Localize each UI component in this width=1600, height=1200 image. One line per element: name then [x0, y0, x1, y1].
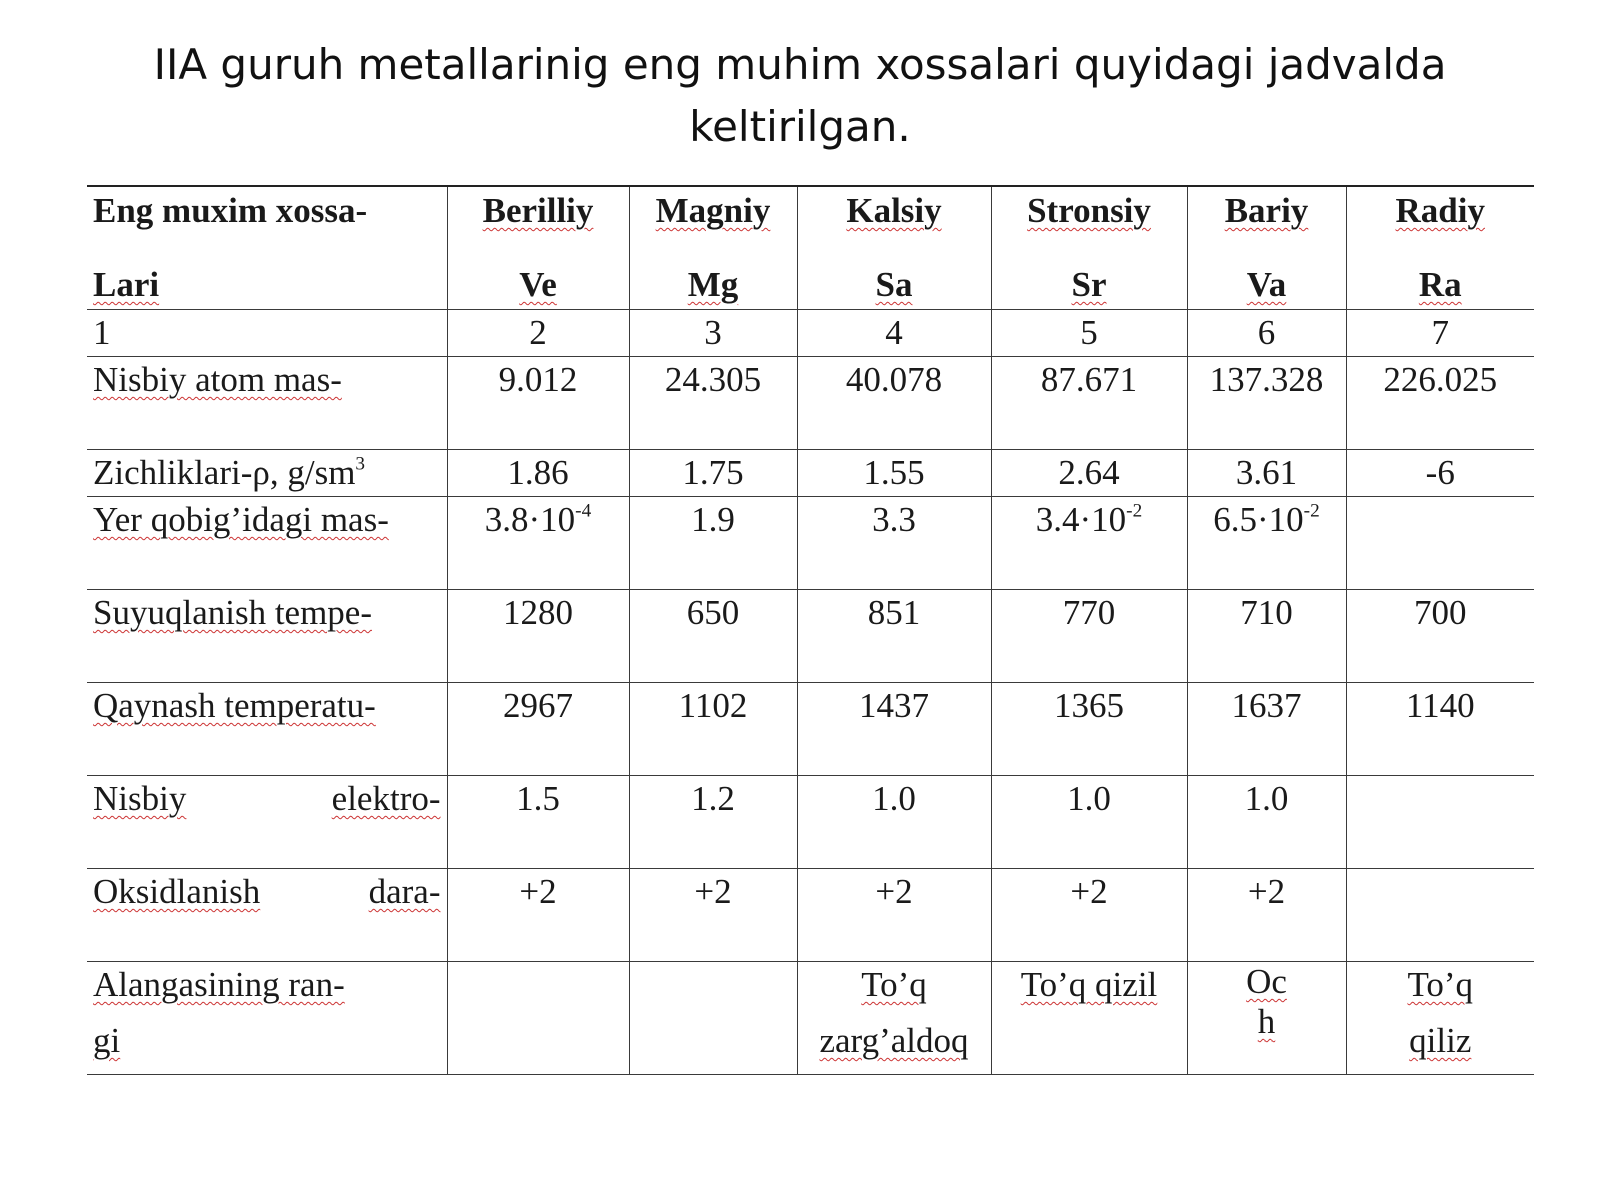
row-flame-color: [87, 962, 1534, 1075]
value-cell: 3.3: [797, 497, 991, 590]
row-label: Qaynash temperatu-: [87, 683, 447, 776]
column-number: 1: [87, 310, 447, 357]
header-row: [87, 186, 1534, 310]
value-cell: 1.0: [1187, 776, 1346, 869]
metal-name: Stronsiy: [1027, 191, 1151, 230]
column-number: 5: [991, 310, 1187, 357]
value-cell: 710: [1187, 590, 1346, 683]
row-electronegativity: [87, 776, 1534, 869]
column-number: 3: [629, 310, 797, 357]
value-cell: To’q qiliz: [1346, 962, 1534, 1075]
column-number: 7: [1346, 310, 1534, 357]
metal-name: Bariy: [1224, 191, 1309, 230]
title-line-1: IIA guruh metallarinig eng muhim xossalari quyidagi jadvalda: [153, 40, 1447, 89]
value-cell: 87.671: [991, 357, 1187, 450]
header-label-line-2: Lari: [93, 265, 160, 304]
value-cell: $3.4\cdot 10^{-2}$: [991, 497, 1187, 590]
value-cell: 1.9: [629, 497, 797, 590]
metal-name: Kalsiy: [846, 191, 942, 230]
header-cell-strontium: [991, 186, 1187, 310]
value-cell: 1.2: [629, 776, 797, 869]
row-label: Zichliklari-ρ, $g/sm^3$: [87, 450, 447, 497]
metal-symbol: Sr: [1071, 265, 1107, 304]
value-cell: +2: [447, 869, 629, 962]
value-cell: 226.025: [1346, 357, 1534, 450]
value-cell: 9.012: [447, 357, 629, 450]
value-cell: +2: [991, 869, 1187, 962]
column-number: 4: [797, 310, 991, 357]
value-cell: [1346, 497, 1534, 590]
header-cell-beryllium: [447, 186, 629, 310]
value-cell: 137.328: [1187, 357, 1346, 450]
value-cell: To’q zarg’aldoq: [797, 962, 991, 1075]
row-label: Oksidlanish dara-: [87, 869, 447, 962]
value-cell: 2967: [447, 683, 629, 776]
properties-table: [87, 185, 1534, 1075]
metal-symbol: Va: [1246, 265, 1287, 304]
value-cell: 1.86: [447, 450, 629, 497]
value-cell: 851: [797, 590, 991, 683]
row-label: Alangasining ran- gi: [87, 962, 447, 1075]
value-cell: $3.8\cdot 10^{-4}$: [447, 497, 629, 590]
row-crust-abundance: [87, 497, 1534, 590]
value-cell: [629, 962, 797, 1075]
metal-symbol: Ve: [519, 265, 557, 304]
header-cell-radium: [1346, 186, 1534, 310]
header-label-line-1: Eng muxim xossa-: [93, 191, 368, 230]
value-cell: 40.078: [797, 357, 991, 450]
value-cell: 1.0: [991, 776, 1187, 869]
value-cell: +2: [797, 869, 991, 962]
row-label: Yer qobig’idagi mas-: [87, 497, 447, 590]
header-cell-barium: [1187, 186, 1346, 310]
value-cell: $6.5\cdot 10^{-2}$: [1187, 497, 1346, 590]
value-cell: 1.5: [447, 776, 629, 869]
value-cell: +2: [1187, 869, 1346, 962]
value-cell: 1637: [1187, 683, 1346, 776]
column-number: 6: [1187, 310, 1346, 357]
row-label: Nisbiy elektro-: [87, 776, 447, 869]
row-melting-point: [87, 590, 1534, 683]
metal-symbol: Mg: [687, 265, 739, 304]
value-cell: 1.0: [797, 776, 991, 869]
value-cell: 650: [629, 590, 797, 683]
row-oxidation-state: [87, 869, 1534, 962]
metal-name: Magniy: [655, 191, 771, 230]
value-cell: 2.64: [991, 450, 1187, 497]
value-cell: [1346, 776, 1534, 869]
label-superscript: 3: [355, 453, 366, 475]
value-cell: [447, 962, 629, 1075]
value-cell: [1346, 869, 1534, 962]
value-cell: 24.305: [629, 357, 797, 450]
column-number: 2: [447, 310, 629, 357]
metal-symbol: Sa: [875, 265, 913, 304]
value-cell: 1437: [797, 683, 991, 776]
metal-symbol: Ra: [1418, 265, 1462, 304]
header-label-cell: [87, 186, 447, 310]
row-boiling-point: [87, 683, 1534, 776]
value-cell: 3.61: [1187, 450, 1346, 497]
row-atomic-mass: [87, 357, 1534, 450]
row-density: [87, 450, 1534, 497]
value-cell: To’q qizil: [991, 962, 1187, 1075]
value-cell: 1365: [991, 683, 1187, 776]
title-line-2: keltirilgan.: [689, 102, 911, 151]
value-cell: Oc h: [1187, 962, 1346, 1075]
value-cell: 1.75: [629, 450, 797, 497]
value-cell: 1102: [629, 683, 797, 776]
slide-title: [100, 34, 1500, 158]
column-number-row: [87, 310, 1534, 357]
metal-name: Berilliy: [482, 191, 594, 230]
header-cell-magnesium: [629, 186, 797, 310]
metal-name: Radiy: [1395, 191, 1485, 230]
row-label: Nisbiy atom mas-: [87, 357, 447, 450]
row-label: Suyuqlanish tempe-: [87, 590, 447, 683]
value-cell: 770: [991, 590, 1187, 683]
value-cell: 1140: [1346, 683, 1534, 776]
value-cell: 1.55: [797, 450, 991, 497]
value-cell: 1280: [447, 590, 629, 683]
header-cell-calcium: [797, 186, 991, 310]
value-cell: +2: [629, 869, 797, 962]
value-cell: 700: [1346, 590, 1534, 683]
value-cell: -6: [1346, 450, 1534, 497]
